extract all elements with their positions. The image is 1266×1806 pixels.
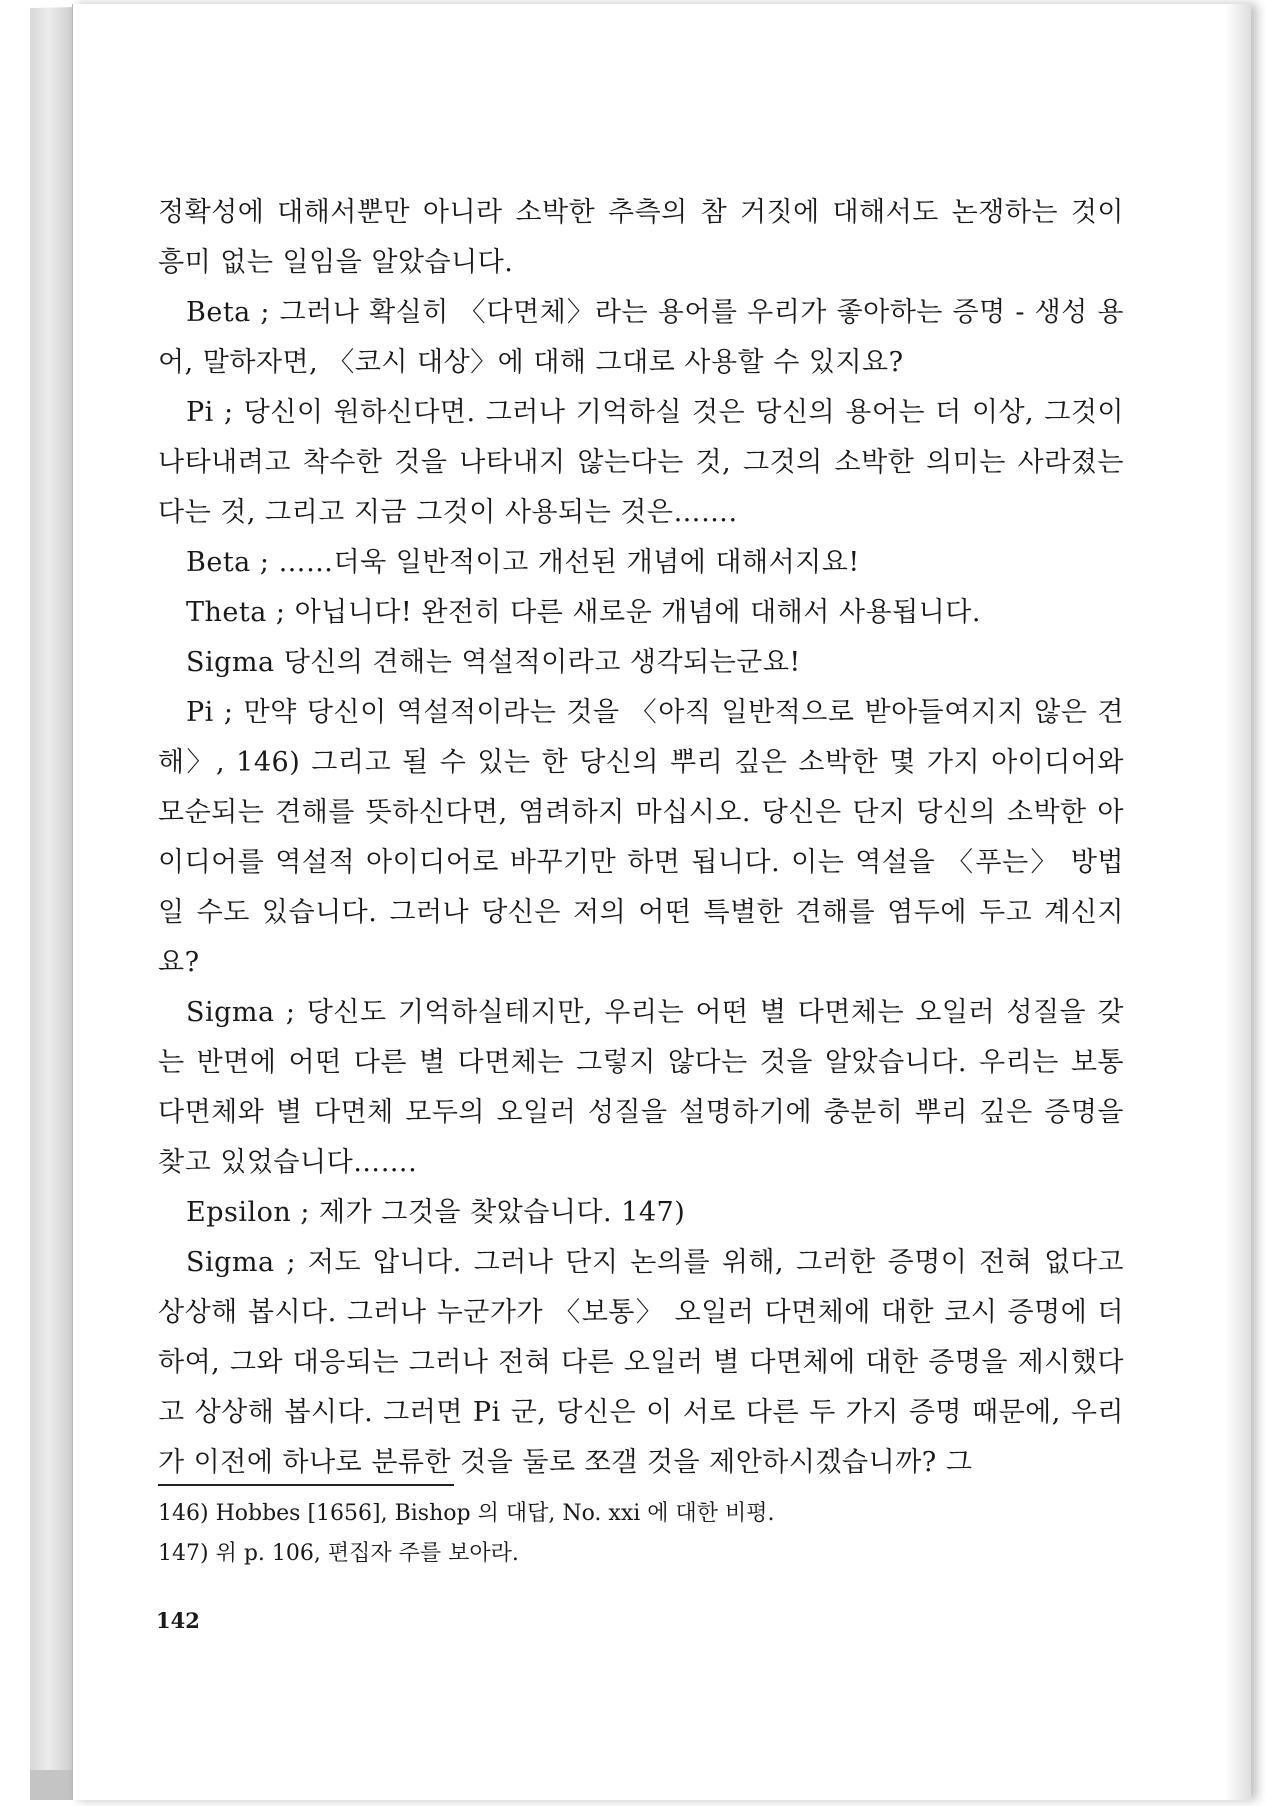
- paragraph-theta: Theta ; 아닙니다! 완전히 다른 새로운 개념에 대해서 사용됩니다.: [186, 597, 981, 628]
- footnote-divider: [158, 1484, 454, 1486]
- book-spine-edge: [30, 7, 73, 1800]
- paragraph-sigma-1: Sigma 당신의 견해는 역설적이라고 생각되는군요!: [186, 647, 801, 678]
- paragraph-epsilon: Epsilon ; 제가 그것을 찾았습니다. 147): [186, 1197, 686, 1228]
- paragraph-sigma-3: Sigma ; 저도 압니다. 그러나 단지 논의를 위해, 그러한 증명이 전혀 없다고 상상해 봅시다. 그러나 누군가가 〈보통〉 오일러 다면체에 대한 코시 증명에 더하여, 그와 대응되는 그러나 전혀 다른 오일러 별 다면체에 대한 증명을 제시했다고 상상해 봅시다. 그러면 Pi 군, 당신은 이 서로 다른 두 가지 증명 때문에, 우리가 이전에 하나로 분류한 것을 둘로 쪼갤 것을 제안하시겠습니까? 그: [158, 1247, 1124, 1478]
- page-number: 142: [156, 1608, 200, 1633]
- paragraph-beta-1: Beta ; 그러나 확실히 〈다면체〉라는 용어를 우리가 좋아하는 증명 - 생성 용어, 말하자면, 〈코시 대상〉에 대해 그대로 사용할 수 있지요?: [158, 297, 1124, 378]
- book-spine-bottom: [30, 1770, 72, 1800]
- paragraph-pi-1: Pi ; 당신이 원하신다면. 그러나 기억하실 것은 당신의 용어는 더 이상, 그것이 나타내려고 착수한 것을 나타내지 않는다는 것, 그것의 소박한 의미는 사라졌는다는 것, 그리고 지금 그것이 사용되는 것은…….: [158, 397, 1124, 528]
- footnotes: [158, 1494, 1124, 1574]
- paragraph-sigma-2: Sigma ; 당신도 기억하실테지만, 우리는 어떤 별 다면체는 오일러 성질을 갖는 반면에 어떤 다른 별 다면체는 그렇지 않다는 것을 알았습니다. 우리는 보통 다면체와 별 다면체 모두의 오일러 성질을 설명하기에 충분히 뿌리 깊은 증명을 찾고 있었습니다…….: [158, 997, 1124, 1178]
- paragraph-pi-2: Pi ; 만약 당신이 역설적이라는 것을 〈아직 일반적으로 받아들여지지 않은 견해〉, 146) 그리고 될 수 있는 한 당신의 뿌리 깊은 소박한 몇 가지 아이디어와 모순되는 견해를 뜻하신다면, 염려하지 마십시오. 당신은 단지 당신의 소박한 아이디어를 역설적 아이디어로 바꾸기만 하면 됩니다. 이는 역설을 〈푸는〉 방법일 수도 있습니다. 그러나 당신은 저의 어떤 특별한 견해를 염두에 두고 계신지요?: [158, 697, 1124, 978]
- footnote-146: 146) Hobbes [1656], Bishop 의 대답, No. xxi 에 대한 비평.: [158, 1501, 775, 1526]
- footnote-147: 147) 위 p. 106, 편집자 주를 보아라.: [158, 1541, 519, 1566]
- page-body-text: [158, 188, 1124, 1488]
- paragraph-continued: 정확성에 대해서뿐만 아니라 소박한 추측의 참 거짓에 대해서도 논쟁하는 것이 흥미 없는 일임을 알았습니다.: [158, 197, 1124, 278]
- page-edge-shadow: [1225, 4, 1251, 1800]
- paragraph-beta-2: Beta ; ……더욱 일반적이고 개선된 개념에 대해서지요!: [186, 547, 860, 578]
